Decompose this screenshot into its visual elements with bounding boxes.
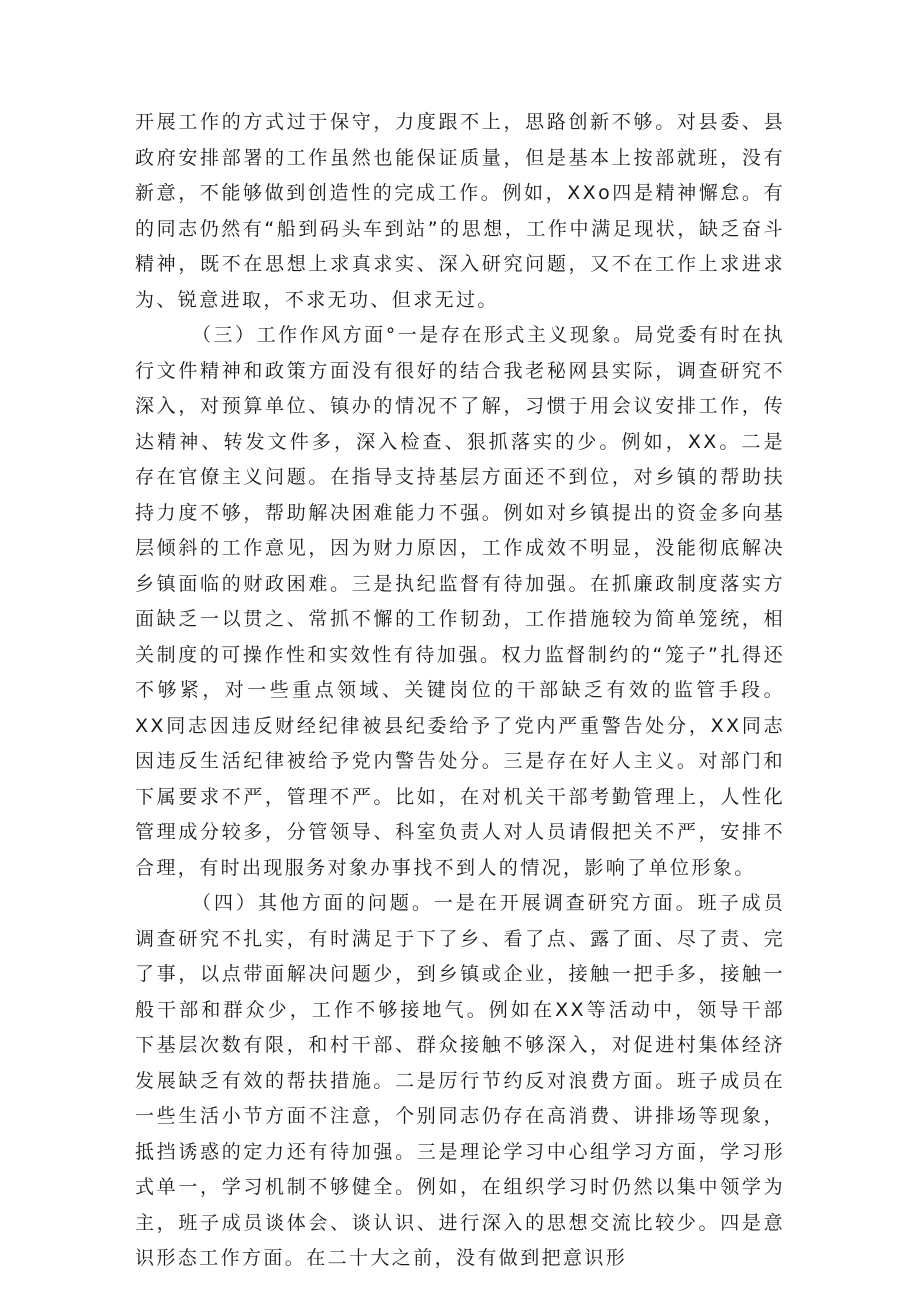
paragraph-continuation: 开展工作的方式过于保守，力度跟不上，思路创新不够。对县委、县政府安排部署的工作虽然也能保证质量，但是基本上按部就班，没有新意，不能够做到创造性的完成工作。例如，XXo四是精神懈怠。有的同志仍然有“船到码头车到站”的思想，工作中满足现状，缺乏奋斗精神，既不在思想上求真求实、深入研究问题，又不在工作上求进求为、锐意进取，不求无功、但求无过。 xyxy=(135,111,785,311)
paragraph-other-issues: （四）其他方面的问题。一是在开展调查研究方面。班子成员调查研究不扎实，有时满足于下了乡、看了点、露了面、尽了责、完了事，以点带面解决问题少，到乡镇或企业，接触一把手多，接触一般干部和群众少，工作不够接地气。例如在XX等活动中，领导干部下基层次数有限，和村干部、群众接触不够深入，对促进村集体经济发展缺乏有效的帮扶措施。二是厉行节约反对浪费方面。班子成员在一些生活小节方面不注意，个别同志仍存在高消费、讲排场等现象，抵挡诱惑的定力还有待加强。三是理论学习中心组学习方面，学习形式单一，学习机制不够健全。例如，在组织学习时仍然以集中领学为主，班子成员谈体会、谈认识、进行深入的思想交流比较少。四是意识形态工作方面。在二十大之前，没有做到把意识形 xyxy=(135,892,785,1269)
paragraph-work-style: （三）工作作风方面°一是存在形式主义现象。局党委有时在执行文件精神和政策方面没有很好的结合我老秘网县实际，调查研究不深入，对预算单位、镇办的情况不了解，习惯于用会议安排工作，传达精神、转发文件多，深入检查、狠抓落实的少。例如，XX。二是存在官僚主义问题。在指导支持基层方面还不到位，对乡镇的帮助扶持力度不够，帮助解决困难能力不强。例如对乡镇提出的资金多向基层倾斜的工作意见，因为财力原因，工作成效不明显，没能彻底解决乡镇面临的财政困难。三是执纪监督有待加强。在抓廉政制度落实方面缺乏一以贯之、常抓不懈的工作韧劲，工作措施较为简单笼统，相关制度的可操作性和实效性有待加强。权力监督制约的“笼子”扎得还不够紧，对一些重点领域、关键岗位的干部缺乏有效的监管手段。XX同志因违反财经纪律被县纪委给予了党内严重警告处分，XX同志因违反生活纪律被给予党内警告处分。三是存在好人主义。对部门和下属要求不严，管理不严。比如，在对机关干部考勤管理上，人性化管理成分较多，分管领导、科室负责人对人员请假把关不严，安排不合理，有时出现服务对象办事找不到人的情况，影响了单位形象。 xyxy=(135,324,785,879)
document-body xyxy=(135,105,785,1277)
